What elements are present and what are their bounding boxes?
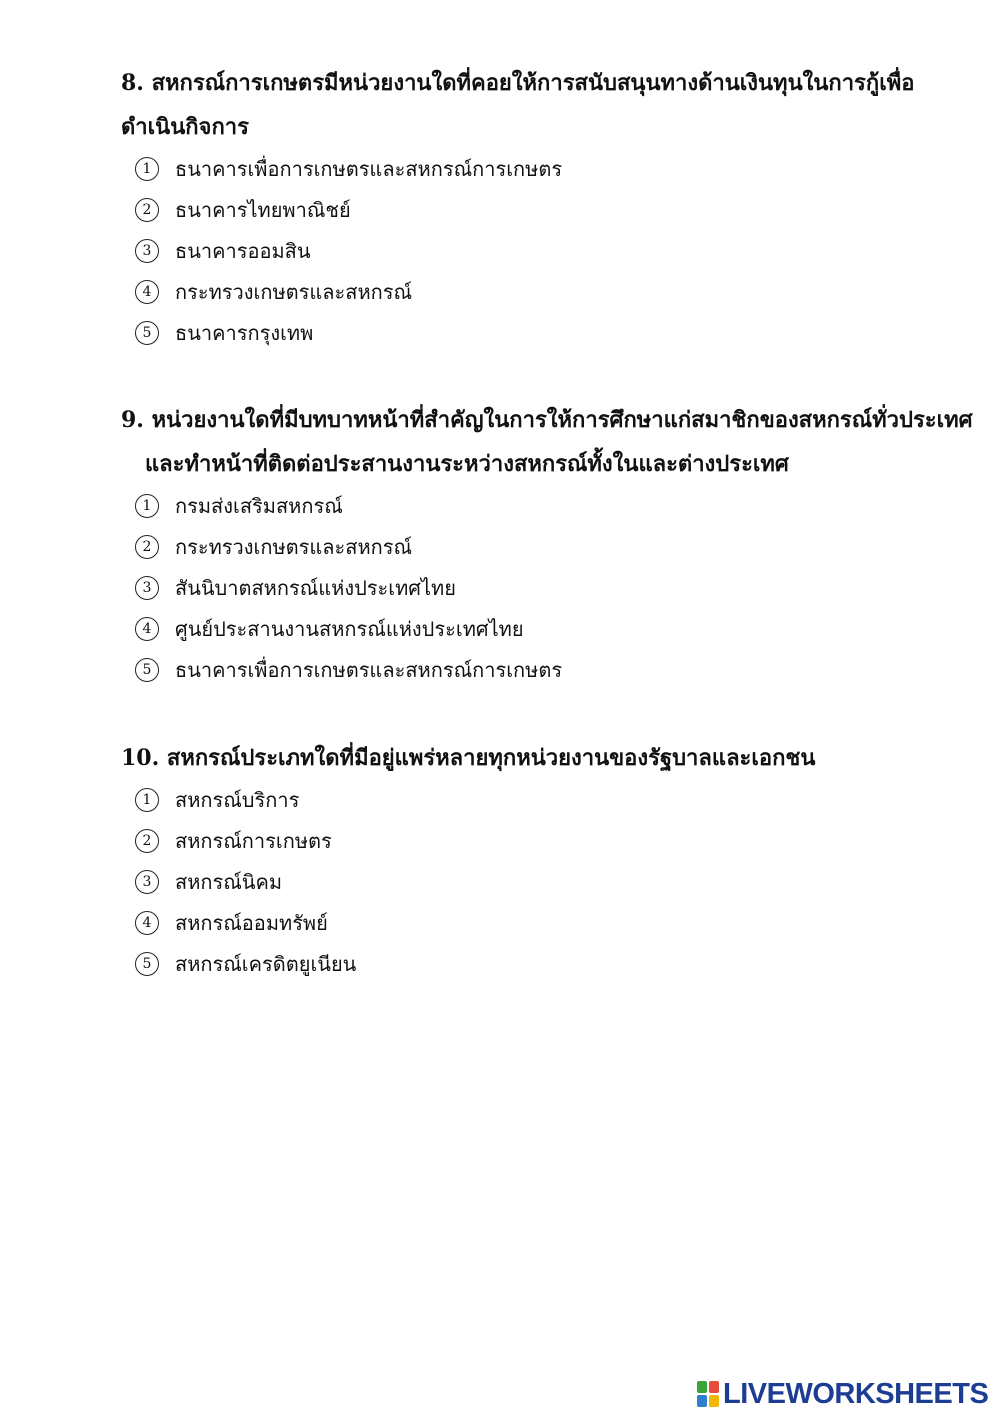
option-9-5[interactable] bbox=[0, 649, 1000, 690]
question-10 bbox=[0, 736, 1000, 984]
question-10-options bbox=[0, 780, 1000, 984]
option-number-badge: 2 bbox=[135, 829, 159, 853]
option-label: สหกรณ์เครดิตยูเนียน bbox=[175, 951, 357, 976]
liveworksheets-logo-text: LIVEWORKSHEETS bbox=[723, 1377, 989, 1410]
question-8-line-1: 8. สหกรณ์การเกษตรมีหน่วยงานใดที่คอยให้การสนับสนุนทางด้านเงินทุนในการกู้เพื่อ bbox=[121, 70, 915, 96]
option-number-badge: 3 bbox=[135, 576, 159, 600]
option-number-badge: 5 bbox=[135, 952, 159, 976]
option-number-badge: 2 bbox=[135, 535, 159, 559]
option-9-2[interactable] bbox=[0, 527, 1000, 568]
option-10-1[interactable] bbox=[0, 780, 1000, 821]
option-label: สันนิบาตสหกรณ์แห่งประเทศไทย bbox=[175, 575, 456, 600]
option-number-badge: 1 bbox=[135, 157, 159, 181]
option-number-badge: 1 bbox=[135, 494, 159, 518]
option-number-badge: 5 bbox=[135, 321, 159, 345]
option-label: ธนาคารเพื่อการเกษตรและสหกรณ์การเกษตร bbox=[175, 157, 563, 182]
option-number-badge: 3 bbox=[135, 239, 159, 263]
option-10-2[interactable] bbox=[0, 821, 1000, 862]
option-8-1[interactable] bbox=[0, 149, 1000, 190]
option-label: ธนาคารเพื่อการเกษตรและสหกรณ์การเกษตร bbox=[175, 657, 563, 682]
question-8 bbox=[0, 61, 1000, 353]
option-label: ธนาคารกรุงเทพ bbox=[175, 320, 314, 345]
option-label: กระทรวงเกษตรและสหกรณ์ bbox=[175, 535, 413, 560]
option-8-2[interactable] bbox=[0, 190, 1000, 231]
question-9 bbox=[0, 398, 1000, 690]
option-number-badge: 4 bbox=[135, 911, 159, 935]
question-8-options bbox=[0, 149, 1000, 353]
liveworksheets-logo[interactable] bbox=[697, 1378, 988, 1410]
question-9-text bbox=[0, 398, 1000, 486]
option-8-4[interactable] bbox=[0, 271, 1000, 312]
liveworksheets-logo-icon bbox=[697, 1381, 719, 1407]
option-label: สหกรณ์ออมทรัพย์ bbox=[175, 910, 328, 935]
option-label: ธนาคารไทยพาณิชย์ bbox=[175, 198, 351, 223]
option-9-3[interactable] bbox=[0, 568, 1000, 609]
option-number-badge: 5 bbox=[135, 658, 159, 682]
option-label: สหกรณ์บริการ bbox=[175, 788, 300, 813]
option-label: กรมส่งเสริมสหกรณ์ bbox=[175, 494, 343, 519]
question-9-line-2: และทำหน้าที่ติดต่อประสานงานระหว่างสหกรณ์ทั้งในและต่างประเทศ bbox=[145, 451, 789, 477]
option-number-badge: 4 bbox=[135, 617, 159, 641]
question-10-text bbox=[0, 736, 1000, 780]
option-10-5[interactable] bbox=[0, 943, 1000, 984]
question-8-line-2: ดำเนินกิจการ bbox=[121, 114, 249, 140]
option-9-4[interactable] bbox=[0, 608, 1000, 649]
question-8-text bbox=[0, 61, 1000, 149]
question-10-line-1: 10. สหกรณ์ประเภทใดที่มีอยู่แพร่หลายทุกหน่วยงานของรัฐบาลและเอกชน bbox=[121, 745, 816, 771]
option-number-badge: 1 bbox=[135, 788, 159, 812]
option-9-1[interactable] bbox=[0, 486, 1000, 527]
option-label: ศูนย์ประสานงานสหกรณ์แห่งประเทศไทย bbox=[175, 616, 524, 641]
option-label: กระทรวงเกษตรและสหกรณ์ bbox=[175, 279, 413, 304]
option-10-4[interactable] bbox=[0, 902, 1000, 943]
option-8-5[interactable] bbox=[0, 312, 1000, 353]
question-9-options bbox=[0, 486, 1000, 690]
option-label: ธนาคารออมสิน bbox=[175, 238, 311, 263]
option-number-badge: 2 bbox=[135, 198, 159, 222]
option-number-badge: 3 bbox=[135, 870, 159, 894]
option-label: สหกรณ์นิคม bbox=[175, 869, 283, 894]
option-8-3[interactable] bbox=[0, 231, 1000, 272]
question-9-line-1: 9. หน่วยงานใดที่มีบทบาทหน้าที่สำคัญในการให้การศึกษาแก่สมาชิกของสหกรณ์ทั่วประเทศ bbox=[121, 407, 973, 433]
option-number-badge: 4 bbox=[135, 280, 159, 304]
option-label: สหกรณ์การเกษตร bbox=[175, 829, 332, 854]
option-10-3[interactable] bbox=[0, 862, 1000, 903]
